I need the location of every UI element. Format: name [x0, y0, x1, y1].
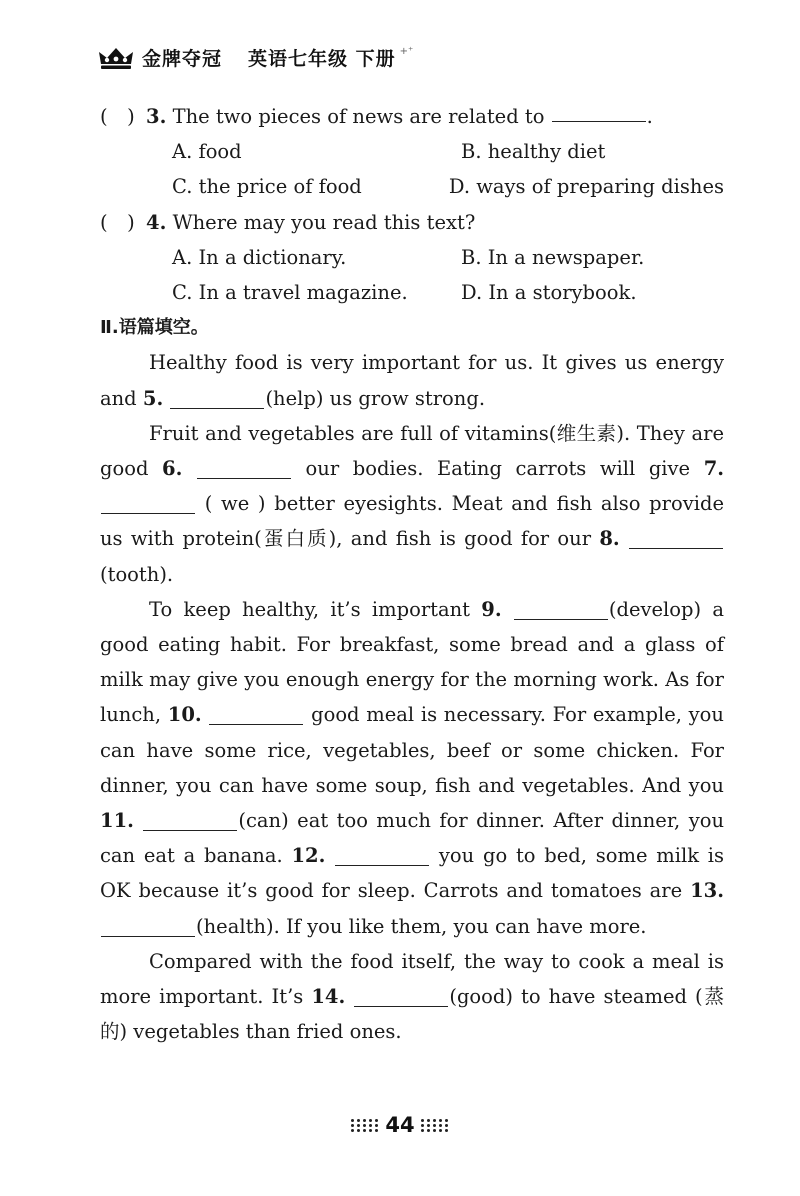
answer-blank[interactable] — [552, 99, 646, 122]
brand-title: 金牌夺冠 — [142, 48, 223, 70]
option-b[interactable]: B. healthy diet — [461, 140, 606, 164]
passage-text: ( we ) better eyesights. Meat and fish also provide us with protein(蛋白质), and fish is good for our — [100, 492, 724, 551]
passage-text: good meal is necessary. For example, you can have some rice, vegetables, beef or some chicken. For dinner, you can have some soup, fish and vegetables. And you — [100, 703, 724, 797]
blank-number: 13. — [690, 879, 724, 903]
passage-text: (tooth). — [100, 562, 174, 586]
blank-number: 9. — [481, 597, 502, 621]
options-row — [100, 240, 724, 275]
page-footer — [0, 1113, 800, 1137]
option-c[interactable]: C. In a travel magazine. — [172, 281, 408, 305]
question-text: The two pieces of news are related to — [172, 105, 545, 128]
passage-text: you go to bed, some milk is OK because it’s good for sleep. Carrots and tomatoes are — [100, 844, 725, 903]
blank-number: 6. — [162, 457, 183, 481]
option-d[interactable]: D. ways of preparing dishes — [448, 175, 724, 199]
passage-text: (help) us grow strong. — [265, 386, 486, 410]
blank-5[interactable] — [170, 386, 264, 409]
passage-paragraph-2 — [100, 416, 724, 592]
passage-paragraph-4 — [100, 944, 724, 1050]
option-b[interactable]: B. In a newspaper. — [461, 245, 645, 269]
blank-number: 8. — [599, 527, 620, 551]
blank-number: 7. — [703, 457, 725, 481]
question-text: Where may you read this text? — [172, 210, 476, 234]
passage-text: our bodies. Eating carrots will give — [305, 457, 691, 481]
section-title: Ⅱ.语篇填空。 — [100, 317, 209, 339]
blank-7[interactable] — [101, 491, 195, 514]
passage-paragraph-1 — [100, 345, 724, 415]
option-d[interactable]: D. In a storybook. — [461, 281, 637, 305]
blank-8[interactable] — [629, 526, 723, 549]
blank-13[interactable] — [101, 914, 195, 937]
blank-14[interactable] — [354, 984, 448, 1007]
blank-number: 12. — [291, 844, 326, 868]
question-number: 3. — [146, 105, 167, 128]
option-a[interactable]: A. In a dictionary. — [172, 245, 347, 269]
dot-ornament-right — [421, 1119, 449, 1132]
blank-number: 5. — [142, 386, 164, 410]
page-content — [100, 99, 724, 1049]
options-row — [100, 275, 724, 310]
crown-icon — [98, 46, 134, 70]
page-header — [98, 44, 413, 71]
passage-paragraph-3 — [100, 592, 724, 944]
answer-paren: ( ) — [100, 210, 135, 234]
dot-ornament-left — [351, 1119, 379, 1132]
options-row — [100, 169, 724, 204]
blank-9[interactable] — [514, 597, 608, 620]
passage-text: To keep healthy, it’s important — [149, 597, 470, 621]
blank-6[interactable] — [197, 456, 291, 479]
page-number: 44 — [385, 1113, 415, 1137]
question-text-end: . — [646, 105, 653, 128]
blank-11[interactable] — [143, 808, 237, 831]
option-c[interactable]: C. the price of food — [172, 175, 362, 199]
passage-text: (can) eat too much for dinner. After dinner, you can eat a banana. — [100, 809, 725, 868]
question-number: 4. — [146, 210, 167, 234]
blank-10[interactable] — [209, 702, 303, 725]
blank-number: 14. — [311, 985, 346, 1009]
book-subject: 英语七年级 下册 — [248, 48, 396, 70]
sparkle-mark: +⁺ — [399, 46, 414, 57]
passage-text: Healthy food is very important for us. It gives us energy and — [100, 351, 724, 410]
blank-12[interactable] — [335, 843, 429, 866]
passage-text: Fruit and vegetables are full of vitamins(维生素). They are good — [100, 421, 724, 481]
passage-text: (good) to have steamed (蒸的) vegetables than fried ones. — [100, 985, 725, 1044]
passage-text: (health). If you like them, you can have more. — [196, 914, 647, 938]
answer-paren: ( ) — [100, 105, 135, 128]
passage-text: (develop) a good eating habit. For breakfast, some bread and a glass of milk may give you enough energy for the morning work. As for lunch, — [100, 597, 724, 727]
options-row — [100, 134, 724, 169]
blank-number: 10. — [167, 703, 202, 727]
passage-text: Compared with the food itself, the way to cook a meal is more important. It’s — [100, 949, 724, 1009]
blank-number: 11. — [100, 809, 134, 833]
question-4 — [100, 205, 724, 240]
question-3 — [100, 99, 724, 134]
option-a[interactable]: A. food — [172, 140, 242, 164]
